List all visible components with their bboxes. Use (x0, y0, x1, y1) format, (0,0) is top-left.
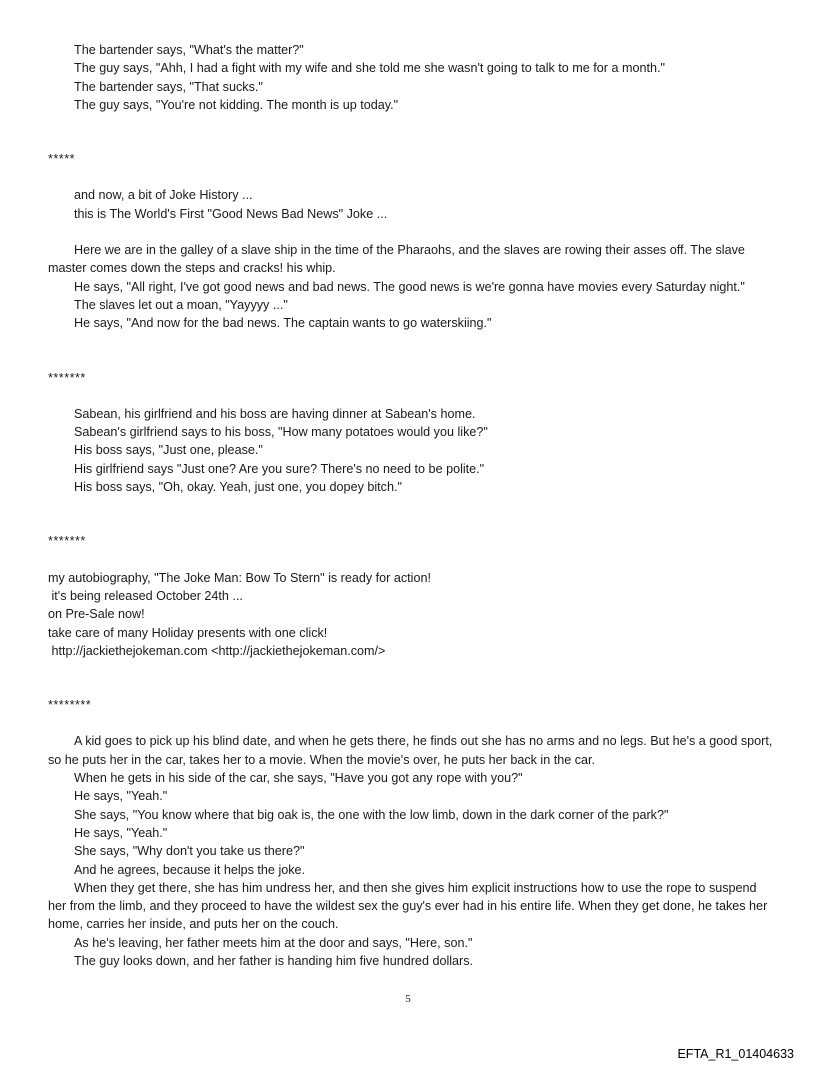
promo-line: on Pre-Sale now! (48, 607, 145, 622)
promo-line: my autobiography, "The Joke Man: Bow To Stern" is ready for action! (48, 570, 431, 585)
promo-line: it's being released October 24th ... (48, 588, 243, 603)
joke-line: She says, "You know where that big oak is, the one with the low limb, down in the dark corner of the park?" (74, 807, 669, 822)
separator: ***** (48, 152, 76, 167)
joke-line: He says, "And now for the bad news. The captain wants to go waterskiing." (74, 316, 492, 331)
joke-line: When he gets in his side of the car, she says, "Have you got any rope with you?" (74, 771, 523, 786)
autobiography-promo (48, 569, 774, 660)
joke-line: The guy looks down, and her father is handing him five hundred dollars. (74, 953, 474, 968)
separator: ******** (48, 698, 92, 713)
separator: ******* (48, 534, 86, 549)
joke-line: And he agrees, because it helps the joke. (74, 862, 306, 877)
joke-line: The guy says, "You're not kidding. The month is up today." (74, 97, 399, 112)
joke-line: His boss says, "Just one, please." (74, 443, 263, 458)
intro-line: and now, a bit of Joke History ... (74, 188, 253, 203)
joke-line: The slaves let out a moan, "Yayyyy ..." (74, 297, 288, 312)
promo-line: take care of many Holiday presents with one click! (48, 625, 328, 640)
good-news-bad-news-joke (48, 241, 774, 332)
page-number: 5 (405, 993, 411, 1005)
joke-line: The bartender says, "What's the matter?" (74, 43, 304, 57)
joke-line: His boss says, "Oh, okay. Yeah, just one, you dopey bitch." (74, 480, 402, 495)
document-body (48, 41, 774, 970)
joke-line: Here we are in the galley of a slave ship in the time of the Pharaohs, and the slaves are rowing their asses off. The slave master comes down the steps and cracks! his whip. (48, 243, 745, 276)
promo-link[interactable]: http://jackiethejokeman.com <http://jackiethejokeman.com/> (48, 643, 386, 658)
joke-line: His girlfriend says "Just one? Are you sure? There's no need to be polite." (74, 461, 485, 476)
joke-line: Sabean's girlfriend says to his boss, "How many potatoes would you like?" (74, 425, 488, 440)
intro-line: this is The World's First "Good News Bad News" Joke ... (74, 206, 388, 221)
bartender-joke (48, 41, 774, 114)
joke-line: She says, "Why don't you take us there?" (74, 844, 305, 859)
document-id: EFTA_R1_01404633 (677, 1047, 794, 1061)
joke-line: As he's leaving, her father meets him at the door and says, "Here, son." (74, 935, 473, 950)
joke-history-intro (48, 186, 774, 223)
dinner-joke (48, 405, 774, 496)
joke-line: When they get there, she has him undress her, and then she gives him explicit instructions how to use the rope to suspend her from the limb, and they proceed to have the wildest sex the guy's ever had in his entire life. When they get done, he takes her home, carries her inside, and puts her on the couch. (48, 880, 768, 932)
joke-line: He says, "Yeah." (74, 789, 168, 804)
joke-line: The bartender says, "That sucks." (74, 79, 263, 94)
blind-date-joke (48, 732, 774, 970)
separator: ******* (48, 370, 86, 385)
joke-line: He says, "All right, I've got good news and bad news. The good news is we're gonna have movies every Saturday night." (74, 279, 745, 294)
joke-line: The guy says, "Ahh, I had a fight with my wife and she told me she wasn't going to talk to me for a month." (74, 61, 665, 76)
joke-line: He says, "Yeah." (74, 825, 168, 840)
joke-line: Sabean, his girlfriend and his boss are having dinner at Sabean's home. (74, 406, 476, 421)
joke-line: A kid goes to pick up his blind date, and when he gets there, he finds out she has no arms and no legs. But he's a good sport, so he puts her in the car, takes her to a movie. When the movie's over, he puts her back in the car. (48, 734, 773, 767)
